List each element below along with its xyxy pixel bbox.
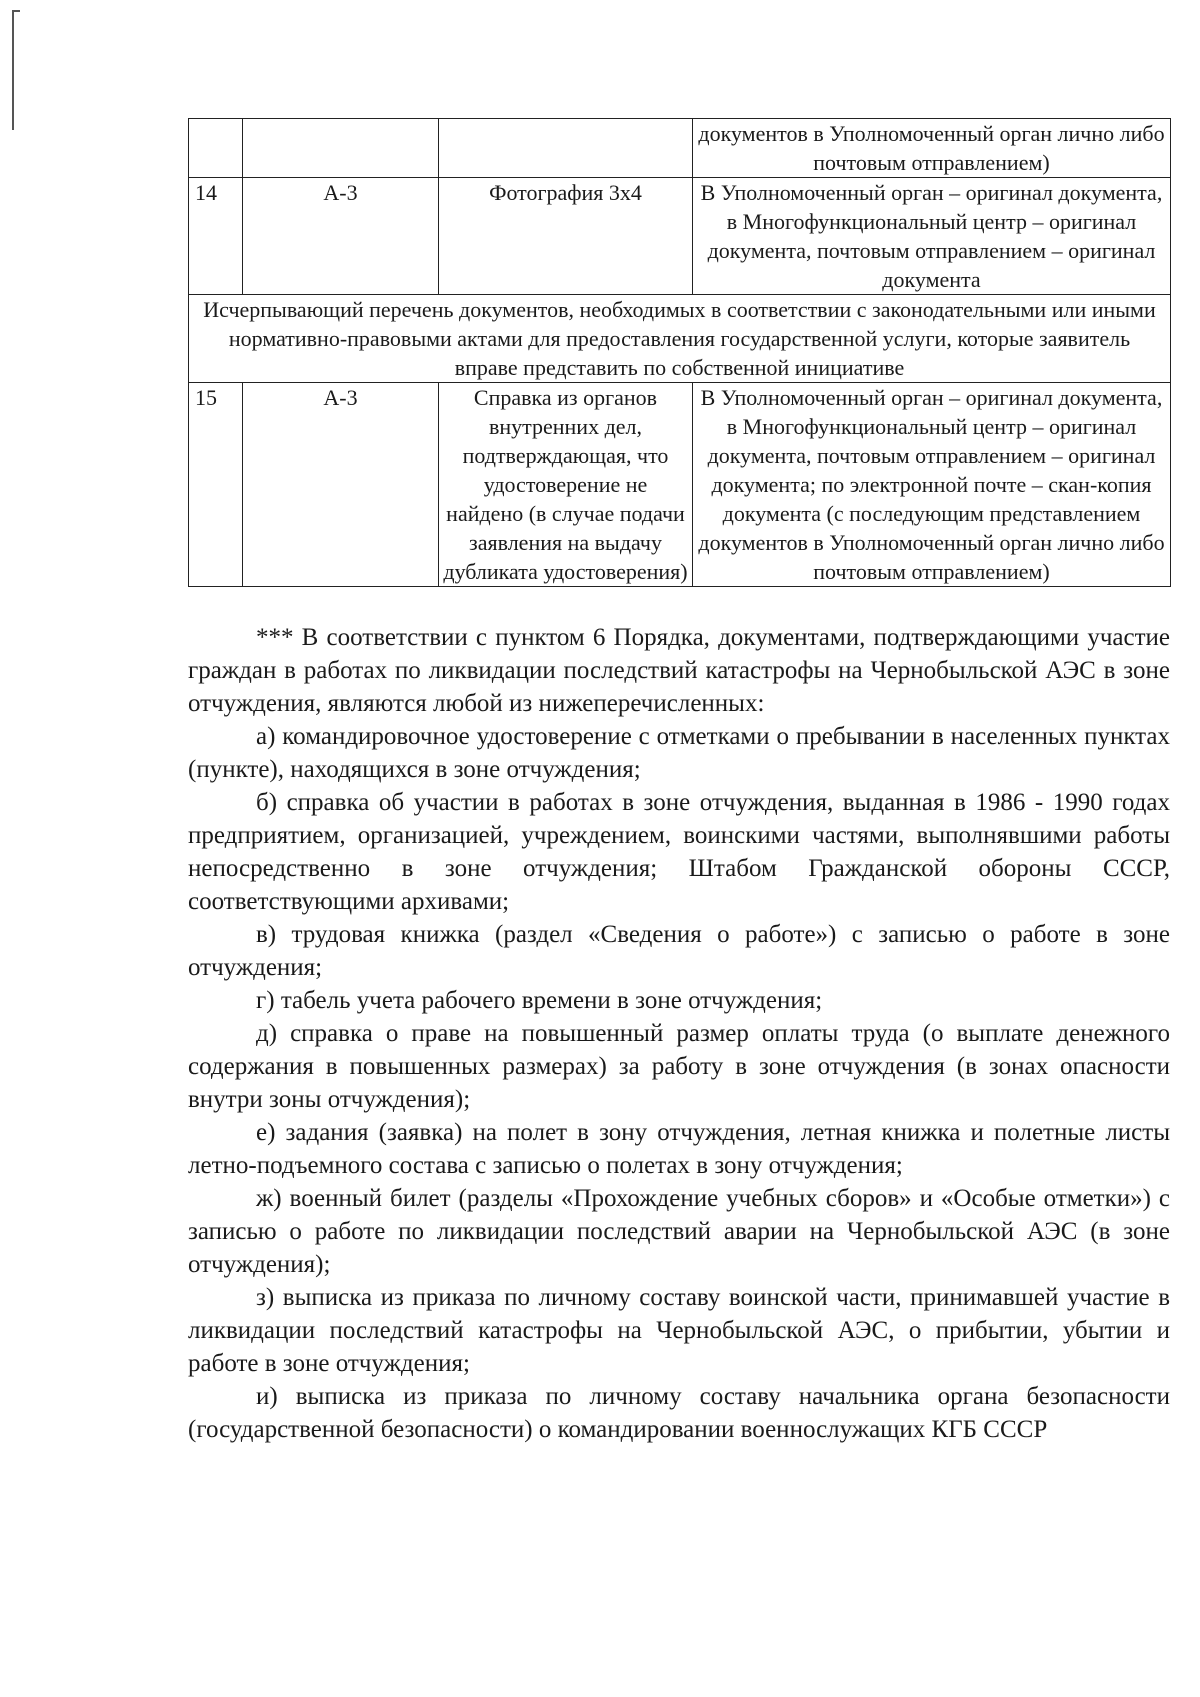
table-row (189, 119, 1171, 178)
paragraph: а) командировочное удостоверение с отметками о пребывании в населенных пунктах (пункте), находящихся в зоне отчуждения; (188, 723, 1170, 783)
paragraph: б) справка об участии в работах в зоне отчуждения, выданная в 1986 - 1990 годах предприятием, организацией, учреждением, воинскими частями, выполнявшими работы непосредственно в зоне отчуждения; Штабом Гражданской обороны СССР, соответствующими архивами; (188, 789, 1170, 915)
documents-table (188, 118, 1171, 587)
paragraph: д) справка о праве на повышенный размер оплаты труда (о выплате денежного содержания в повышенных размерах) за работу в зоне отчуждения (в зонах опасности внутри зоны отчуждения); (188, 1020, 1170, 1113)
table-cell: документов в Уполномоченный орган лично либо почтовым отправлением) (693, 119, 1171, 178)
row-document: Справка из органов внутренних дел, подтверждающая, что удостоверение не найдено (в случае подачи заявления на выдачу дубликата удостоверения) (439, 383, 693, 587)
paragraph: ж) военный билет (разделы «Прохождение учебных сборов» и «Особые отметки») с записью о работе по ликвидации последствий аварии на Чернобыльской АЭС (в зоне отчуждения); (188, 1185, 1170, 1278)
document-page (188, 118, 1170, 1446)
row-number: 14 (189, 178, 243, 295)
paragraph: г) табель учета рабочего времени в зоне отчуждения; (256, 987, 823, 1014)
paragraph: е) задания (заявка) на полет в зону отчуждения, летная книжка и полетные листы летно-подъемного состава с записью о полетах в зону отчуждения; (188, 1119, 1170, 1179)
table-cell (189, 119, 243, 178)
table-cell (439, 119, 693, 178)
scan-edge-mark (12, 10, 14, 130)
row-submission-method: В Уполномоченный орган – оригинал документа, в Многофункциональный центр – оригинал документа, почтовым отправлением – оригинал документа (693, 178, 1171, 295)
body-text (188, 621, 1170, 1446)
row-document: Фотография 3х4 (439, 178, 693, 295)
row-code: А-3 (243, 178, 439, 295)
paragraph: з) выписка из приказа по личному составу воинской части, принимавшей участие в ликвидации последствий катастрофы на Чернобыльской АЭС, о прибытии, убытии и работе в зоне отчуждения; (188, 1284, 1170, 1377)
table-section-row (189, 295, 1171, 383)
section-heading: Исчерпывающий перечень документов, необходимых в соответствии с законодательными или иными нормативно-правовыми актами для предоставления государственной услуги, которые заявитель вправе представить по собственной инициативе (189, 295, 1171, 383)
row-submission-method: В Уполномоченный орган – оригинал документа, в Многофункциональный центр – оригинал документа, почтовым отправлением – оригинал документа; по электронной почте – скан-копия документа (с последующим представлением документов в Уполномоченный орган лично либо почтовым отправлением) (693, 383, 1171, 587)
paragraph: *** В соответствии с пунктом 6 Порядка, документами, подтверждающими участие граждан в работах по ликвидации последствий катастрофы на Чернобыльской АЭС в зоне отчуждения, являются любой из нижеперечисленных: (188, 624, 1170, 717)
table-row (189, 178, 1171, 295)
paragraph: в) трудовая книжка (раздел «Сведения о работе») с записью о работе в зоне отчуждения; (188, 921, 1170, 981)
row-code: А-3 (243, 383, 439, 587)
paragraph: и) выписка из приказа по личному составу начальника органа безопасности (государственной безопасности) о командировании военнослужащих КГБ СССР (188, 1383, 1170, 1443)
table-cell (243, 119, 439, 178)
table-row (189, 383, 1171, 587)
row-number: 15 (189, 383, 243, 587)
